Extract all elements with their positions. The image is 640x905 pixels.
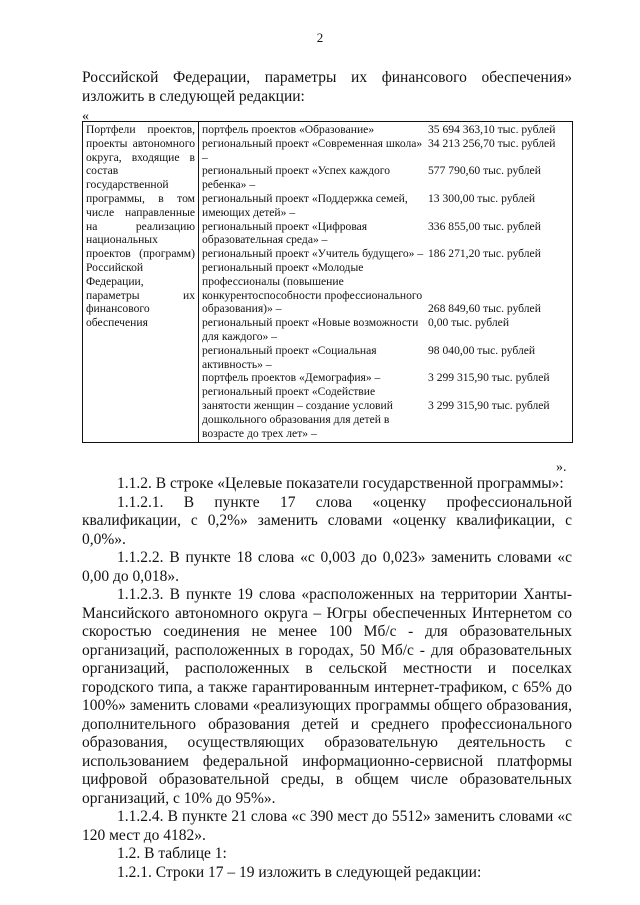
paragraph: 1.1.2.3. В пункте 19 слова «расположенных на территории Ханты-Мансийского автономного округа – Югры обеспеченных Интернетом со скоростью соединения не менее 100 Мб/с - для образовательных организаций, расположенных в городах, 50 Мб/с - для образовательных организаций, расположенных в сельской местности и поселках городского типа, а также гарантированным интернет-трафиком, с 65% до 100%» заменить словами «реализующих программы общего образования, дополнительного образования детей и среднего профессионального образования, осуществляющих образовательную деятельность с использованием федеральной информационно-сервисной платформы цифровой образовательной среды, в общем числе образовательных организаций, с 10% до 95%».: [82, 586, 572, 807]
project-value: 34 213 256,70 тыс. рублей: [428, 136, 556, 150]
project-name: портфель проектов «Демография» –: [202, 371, 381, 385]
project-row: [202, 316, 569, 344]
paragraph: 1.1.2.2. В пункте 18 слова «с 0,003 до 0,023» заменить словами «с 0,00 до 0,018».: [82, 549, 572, 585]
intro-line-2: изложить в следующей редакции:: [82, 88, 305, 105]
intro-text: [82, 68, 572, 106]
opening-quote: «: [82, 109, 89, 124]
project-value: 13 300,00 тыс. рублей: [428, 191, 536, 205]
paragraph: 1.1.2.4. В пункте 21 слова «с 390 мест до 5512» заменить словами «с 120 мест до 4182».: [82, 808, 572, 844]
project-value: 336 855,00 тыс. рублей: [428, 219, 541, 233]
paragraph: 1.1.2. В строке «Целевые показатели государственной программы»:: [117, 475, 564, 492]
project-value: 0,00 тыс. рублей: [428, 316, 510, 330]
project-row: [202, 385, 569, 440]
project-name: региональный проект «Молодые профессионалы (повышение конкурентоспособности профессионального образования)» –: [202, 260, 423, 316]
project-value: 98 040,00 тыс. рублей: [428, 343, 536, 357]
table-row: [83, 122, 573, 443]
paragraph: 1.2.1. Строки 17 – 19 изложить в следующей редакции:: [117, 863, 482, 881]
project-name: региональный проект «Цифровая образовательная среда» –: [202, 219, 368, 247]
document-body: [82, 475, 572, 882]
project-row: [202, 247, 569, 261]
project-row: [202, 344, 569, 372]
project-value: 186 271,20 тыс. рублей: [428, 247, 541, 261]
project-row: [202, 137, 569, 165]
project-value: 3 299 315,90 тыс. рублей: [428, 371, 550, 385]
project-name: региональный проект «Новые возможности для каждого» –: [202, 316, 419, 343]
project-name: региональный проект «Современная школа» –: [202, 136, 423, 164]
project-value: 35 694 363,10 тыс. рублей: [428, 123, 556, 136]
project-name: региональный проект «Социальная активность» –: [202, 343, 377, 371]
table-left-cell: Портфели проектов, проекты автономного округа, входящие в состав государственной программы, в том числе направленные на реализацию национальных проектов (программ) Российской Федерации, параметры их финансового обеспечения: [83, 122, 199, 443]
projects-table: [82, 121, 573, 443]
project-name: региональный проект «Учитель будущего» –: [202, 247, 424, 261]
project-row: [202, 220, 569, 248]
table-projects-cell: [199, 122, 573, 443]
project-row: [202, 164, 569, 192]
intro-line-1: Российской Федерации, параметры их финансового обеспечения»: [82, 69, 572, 86]
paragraph: 1.1.2.1. В пункте 17 слова «оценку профессиональной квалификации, с 0,2%» заменить словами «оценку квалификации, с 0,0%».: [82, 493, 572, 548]
project-name: региональный проект «Содействие занятости женщин – создание условий дошкольного образования для детей в возрасте до трех лет» –: [202, 385, 393, 440]
project-value: 268 849,60 тыс. рублей: [428, 302, 541, 316]
project-row: [202, 261, 569, 316]
project-row: [202, 192, 569, 220]
project-row: [202, 123, 569, 137]
project-value: 3 299 315,90 тыс. рублей: [428, 399, 550, 413]
project-value: 577 790,60 тыс. рублей: [428, 164, 541, 178]
project-row: [202, 371, 569, 385]
page-number: 2: [316, 30, 324, 45]
paragraph: 1.2. В таблице 1:: [117, 845, 227, 862]
closing-quote: ».: [556, 460, 567, 475]
project-name: региональный проект «Поддержка семей, имеющих детей» –: [202, 191, 408, 219]
project-name: региональный проект «Успех каждого ребенка» –: [202, 164, 391, 192]
project-name: портфель проектов «Образование»: [202, 123, 375, 136]
